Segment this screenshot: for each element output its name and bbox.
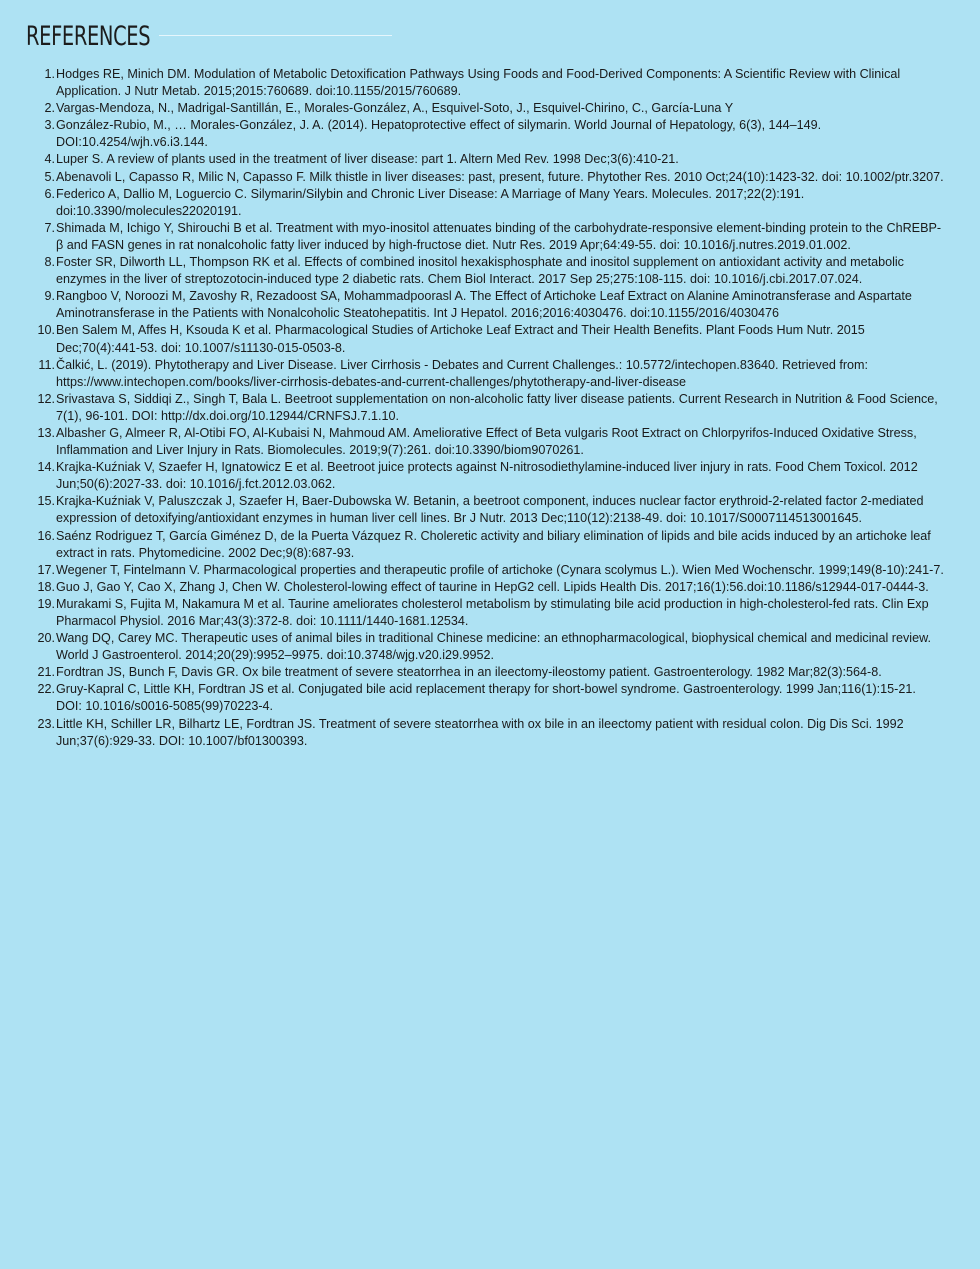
reference-number: 3.	[44, 118, 55, 133]
reference-item	[0, 322, 945, 356]
title-divider	[159, 35, 392, 36]
reference-number: 10.	[37, 323, 55, 338]
reference-text: Wegener T, Fintelmann V. Pharmacological properties and therapeutic profile of artichoke (Cynara scolymus L.). Wien Med Wochenschr. 1999;149(8-10):241-7.	[56, 562, 944, 577]
reference-text: Fordtran JS, Bunch F, Davis GR. Ox bile treatment of severe steatorrhea in an ileectomy-ileostomy patient. Gastroenterology. 1982 Mar;82(3):564-8.	[56, 665, 882, 680]
reference-text: Little KH, Schiller LR, Bilhartz LE, Fordtran JS. Treatment of severe steatorrhea with ox bile in an ileectomy patient with residual colon. Dig Dis Sci. 1992 Jun;37(6):929-33. DOI: 10.1007/bf01300393.	[56, 716, 904, 748]
reference-item	[0, 493, 945, 527]
reference-text: Murakami S, Fujita M, Nakamura M et al. Taurine ameliorates cholesterol metabolism by stimulating bile acid production in high-cholesterol-fed rats. Clin Exp Pharmacol Physiol. 2016 Mar;43(3):372-8. doi: 10.1111/1440-1681.12534.	[56, 596, 929, 628]
reference-number: 13.	[37, 425, 55, 440]
reference-number: 22.	[37, 682, 55, 697]
reference-number: 20.	[37, 631, 55, 646]
reference-text: Srivastava S, Siddiqi Z., Singh T, Bala L. Beetroot supplementation on non-alcoholic fatty liver disease patients. Current Research in Nutrition & Food Science, 7(1), 96-101. DOI: http://dx.doi.org/10.12944/CRNFSJ.7.1.10.	[56, 391, 938, 423]
reference-item	[0, 220, 945, 254]
reference-item	[0, 391, 945, 425]
reference-text: Rangboo V, Noroozi M, Zavoshy R, Rezadoost SA, Mohammadpoorasl A. The Effect of Artichoke Leaf Extract on Alanine Aminotransferase and Aspartate Aminotransferase in the Patients with Nonalcoholic Steatohepatitis. Int J Hepatol. 2016;2016:4030476. doi:10.1155/2016/4030476	[56, 289, 912, 321]
reference-number: 5.	[44, 169, 55, 184]
reference-number: 6.	[44, 186, 55, 201]
reference-text: Abenavoli L, Capasso R, Milic N, Capasso F. Milk thistle in liver diseases: past, present, future. Phytother Res. 2010 Oct;24(10):1423-32. doi: 10.1002/ptr.3207.	[56, 169, 944, 184]
reference-number: 11.	[38, 357, 55, 372]
reference-item	[0, 664, 945, 681]
reference-text: Saénz Rodriguez T, García Giménez D, de la Puerta Vázquez R. Choleretic activity and biliary elimination of lipids and bile acids induced by an artichoke leaf extract in rats. Phytomedicine. 2002 Dec;9(8):687-93.	[56, 528, 931, 560]
reference-text: Gruy-Kapral C, Little KH, Fordtran JS et al. Conjugated bile acid replacement therapy for short-bowel syndrome. Gastroenterology. 1999 Jan;116(1):15-21. DOI: 10.1016/s0016-5085(99)70223-4.	[56, 682, 916, 714]
reference-number: 9.	[44, 289, 55, 304]
reference-number: 16.	[37, 528, 55, 543]
reference-number: 1.	[44, 67, 55, 81]
page-title: REFERENCES	[26, 20, 151, 52]
reference-item	[0, 630, 945, 664]
reference-text: Foster SR, Dilworth LL, Thompson RK et al. Effects of combined inositol hexakisphosphate and inositol supplement on antioxidant activity and metabolic enzymes in the liver of streptozotocin-induced type 2 diabetic rats. Chem Biol Interact. 2017 Sep 25;275:108-115. doi: 10.1016/j.cbi.2017.07.024.	[56, 255, 904, 287]
reference-text: Krajka-Kuźniak V, Paluszczak J, Szaefer H, Baer-Dubowska W. Betanin, a beetroot component, induces nuclear factor erythroid-2-related factor 2-mediated expression of detoxifying/antioxidant enzymes in human liver cell lines. Br J Nutr. 2013 Dec;110(12):2138-49. doi: 10.1017/S0007114513001645.	[56, 494, 924, 526]
reference-number: 4.	[44, 152, 55, 167]
reference-text: González-Rubio, M., … Morales-González, J. A. (2014). Hepatoprotective effect of silymarin. World Journal of Hepatology, 6(3), 144–149. DOI:10.4254/wjh.v6.i3.144.	[56, 118, 822, 150]
reference-item	[0, 254, 945, 288]
reference-item	[0, 716, 945, 750]
reference-number: 15.	[37, 494, 55, 509]
reference-item	[0, 681, 945, 715]
reference-text: Wang DQ, Carey MC. Therapeutic uses of animal biles in traditional Chinese medicine: an ethnopharmacological, biophysical chemical and medicinal review. World J Gastroenterol. 2014;20(29):9952–9975. doi:10.3748/wjg.v20.i29.9952.	[56, 631, 932, 663]
reference-number: 17.	[37, 562, 55, 577]
reference-item	[0, 425, 945, 459]
reference-text: Luper S. A review of plants used in the treatment of liver disease: part 1. Altern Med Rev. 1998 Dec;3(6):410-21.	[56, 152, 679, 167]
reference-number: 12.	[37, 391, 55, 406]
reference-text: Shimada M, Ichigo Y, Shirouchi B et al. Treatment with myo-inositol attenuates binding of the carbohydrate-responsive element-binding protein to the ChREBP-β and FASN genes in rat nonalcoholic fatty liver induced by high-fructose diet. Nutr Res. 2019 Apr;64:49-55. doi: 10.1016/j.nutres.2019.01.002.	[56, 220, 942, 252]
reference-number: 19.	[37, 596, 55, 611]
page-header	[26, 18, 406, 54]
reference-number: 2.	[44, 101, 55, 116]
reference-item	[0, 288, 945, 322]
reference-list	[0, 66, 945, 750]
reference-text: Krajka-Kuźniak V, Szaefer H, Ignatowicz E et al. Beetroot juice protects against N-nitrosodiethylamine-induced liver injury in rats. Food Chem Toxicol. 2012 Jun;50(6):2027-33. doi: 10.1016/j.fct.2012.03.062.	[56, 460, 918, 492]
reference-number: 18.	[37, 579, 55, 594]
reference-text: Federico A, Dallio M, Loguercio C. Silymarin/Silybin and Chronic Liver Disease: A Marriage of Many Years. Molecules. 2017;22(2):191. doi:10.3390/molecules22020191.	[56, 186, 805, 218]
reference-item	[0, 151, 945, 168]
reference-text: Vargas-Mendoza, N., Madrigal-Santillán, E., Morales-González, A., Esquivel-Soto, J., Esquivel-Chirino, C., García-Luna Y	[56, 101, 734, 116]
reference-item	[0, 169, 945, 186]
reference-item	[0, 66, 945, 100]
reference-number: 14.	[37, 460, 55, 475]
reference-item	[0, 596, 945, 630]
reference-item	[0, 357, 945, 391]
reference-number: 23.	[37, 716, 55, 731]
reference-item	[0, 579, 945, 596]
reference-text: Guo J, Gao Y, Cao X, Zhang J, Chen W. Cholesterol-lowing effect of taurine in HepG2 cell. Lipids Health Dis. 2017;16(1):56.doi:10.1186/s12944-017-0444-3.	[56, 579, 929, 594]
reference-item	[0, 528, 945, 562]
reference-text: Hodges RE, Minich DM. Modulation of Metabolic Detoxification Pathways Using Foods and Food-Derived Components: A Scientific Review with Clinical Application. J Nutr Metab. 2015;2015:760689. doi:10.1155/2015/760689.	[56, 67, 901, 99]
reference-text: Čalkić, L. (2019). Phytotherapy and Liver Disease. Liver Cirrhosis - Debates and Current Challenges.: 10.5772/intechopen.83640. Retrieved from: https://www.intechopen.com/books/liver-cirrhosis-debates-and-current-challenges/phytotherapy-and-liver-disease	[56, 357, 869, 389]
reference-item	[0, 186, 945, 220]
reference-number: 8.	[44, 255, 55, 270]
reference-text: Albasher G, Almeer R, Al-Otibi FO, Al-Kubaisi N, Mahmoud AM. Ameliorative Effect of Beta vulgaris Root Extract on Chlorpyrifos-Induced Oxidative Stress, Inflammation and Liver Injury in Rats. Biomolecules. 2019;9(7):261. doi:10.3390/biom9070261.	[56, 425, 917, 458]
reference-item	[0, 562, 945, 579]
reference-text: Ben Salem M, Affes H, Ksouda K et al. Pharmacological Studies of Artichoke Leaf Extract and Their Health Benefits. Plant Foods Hum Nutr. 2015 Dec;70(4):441-53. doi: 10.1007/s11130-015-0503-8.	[56, 323, 865, 355]
reference-item	[0, 100, 945, 117]
reference-item	[0, 117, 945, 151]
reference-number: 7.	[44, 220, 55, 235]
reference-item	[0, 459, 945, 493]
reference-number: 21.	[37, 665, 55, 680]
